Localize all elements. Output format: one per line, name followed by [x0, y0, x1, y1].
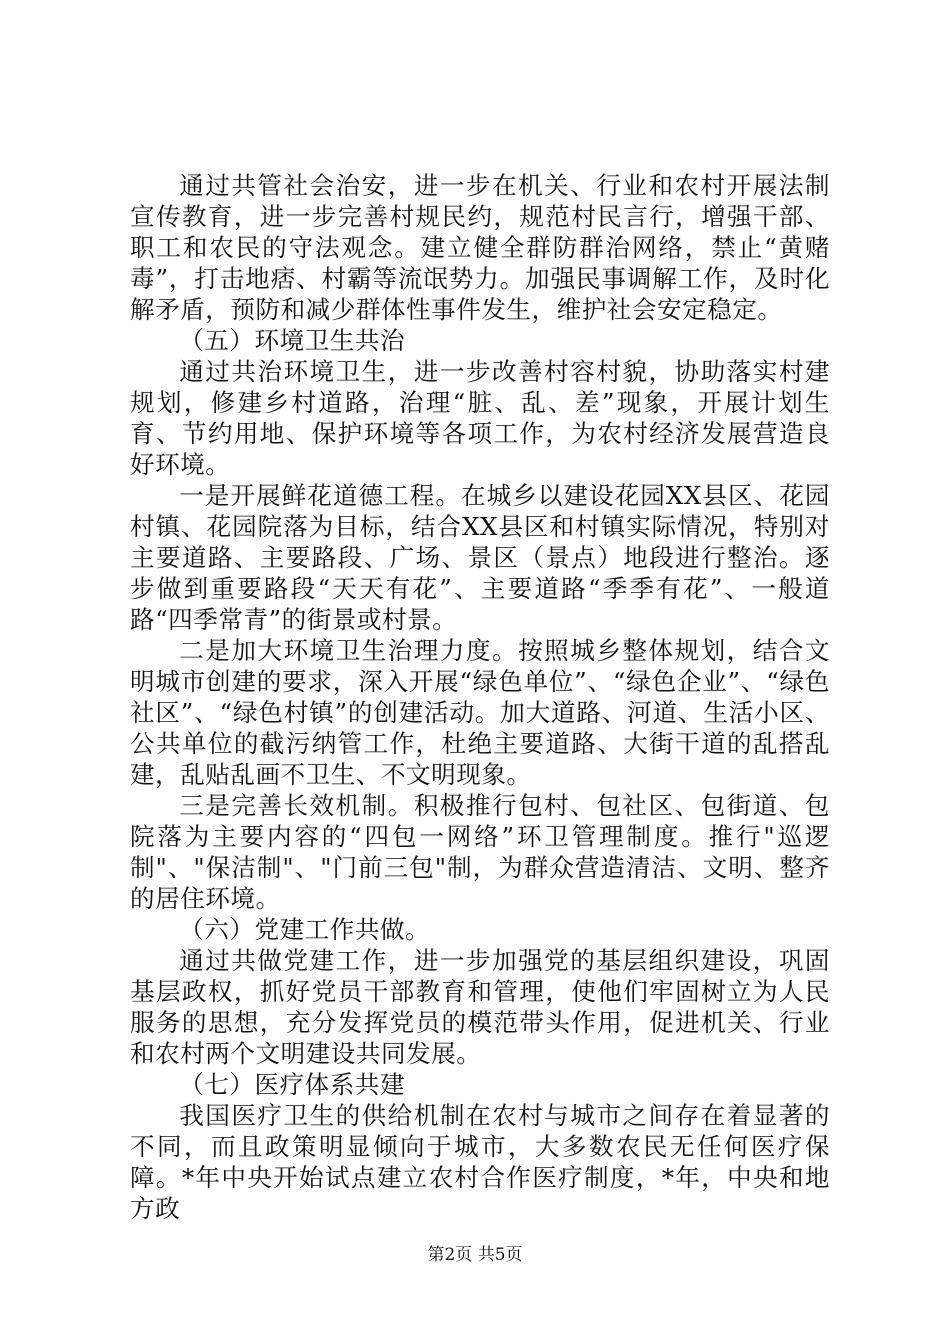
section-heading-medical: （七）医疗体系共建	[179, 1070, 406, 1099]
paragraph-party-building: 通过共做党建工作，进一步加强党的基层组织建设，巩固基层政权，抓好党员干部教育和管理，使他们牢固树立为人民服务的思想，充分发挥党员的模范带头作用，促进机关、行业和农村两个文明建设共同发展。	[130, 946, 830, 1068]
paragraph-medical: 我国医疗卫生的供给机制在农村与城市之间存在着显著的不同，而且政策明显倾向于城市，大多数农民无任何医疗保障。*年中央开始试点建立农村合作医疗制度，*年，中央和地方政	[130, 1101, 830, 1223]
paragraph-flower-project: 一是开展鲜花道德工程。在城乡以建设花园XX县区、花园村镇、花园院落为目标，结合XX县区和村镇实际情况，特别对主要道路、主要路段、广场、景区（景点）地段进行整治。逐步做到重要路段“天天有花”、主要道路“季季有花”、一般道路“四季常青”的街景或村景。	[130, 481, 830, 634]
document-body	[130, 170, 830, 1224]
section-heading-party-building: （六）党建工作共做。	[179, 915, 431, 944]
section-heading-environment: （五）环境卫生共治	[179, 326, 406, 355]
paragraph-environment-intro: 通过共治环境卫生，进一步改善村容村貌，协助落实村建规划，修建乡村道路，治理“脏、乱、差”现象，开展计划生育、节约用地、保护环境等各项工作，为农村经济发展营造良好环境。	[130, 357, 830, 479]
paragraph-long-term-mechanism: 三是完善长效机制。积极推行包村、包社区、包街道、包院落为主要内容的“四包一网络”环卫管理制度。推行"巡逻制"、"保洁制"、"门前三包"制，为群众营造清洁、文明、整齐的居住环境。	[130, 791, 830, 913]
paragraph-public-security: 通过共管社会治安，进一步在机关、行业和农村开展法制宣传教育，进一步完善村规民约，规范村民言行，增强干部、职工和农民的守法观念。建立健全群防群治网络，禁止“黄赌毒”，打击地痞、村霸等流氓势力。加强民事调解工作，及时化解矛盾，预防和减少群体性事件发生，维护社会安定稳定。	[130, 171, 830, 324]
paragraph-sanitation-effort: 二是加大环境卫生治理力度。按照城乡整体规划，结合文明城市创建的要求，深入开展“绿色单位”、“绿色企业”、“绿色社区”、“绿色村镇”的创建活动。加大道路、河道、生活小区、公共单位的截污纳管工作，杜绝主要道路、大街干道的乱搭乱建，乱贴乱画不卫生、不文明现象。	[130, 636, 830, 789]
page-footer: 第2页 共5页	[427, 1245, 523, 1265]
